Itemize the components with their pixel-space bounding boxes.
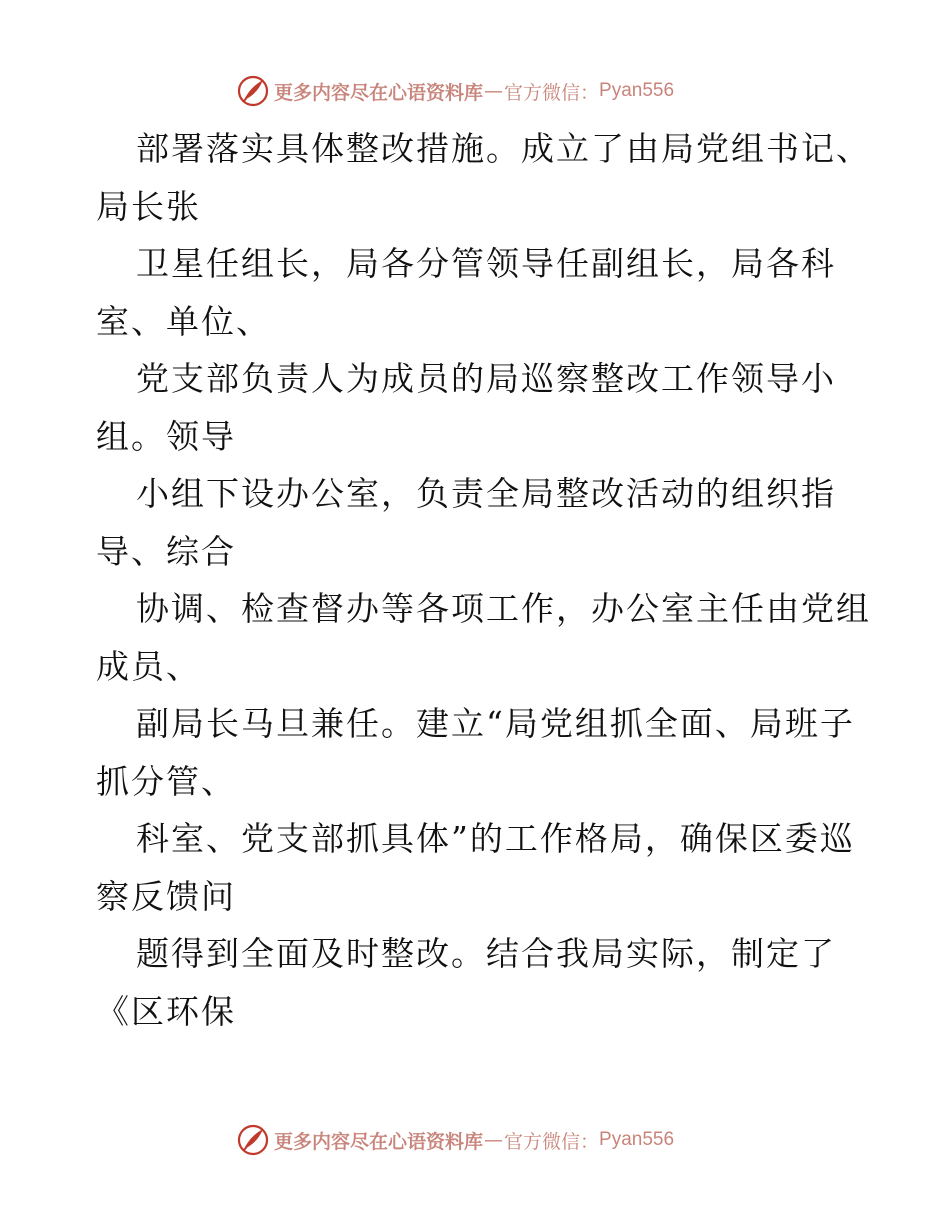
header-watermark: [236, 74, 674, 108]
watermark-contact-label: 官方微信：: [504, 81, 600, 104]
watermark-contact-id: Pyan556: [599, 1129, 675, 1150]
watermark-separator: —: [484, 80, 504, 102]
watermark-contact-label: 官方微信：: [504, 1130, 600, 1153]
body-line: 科室、党支部抓具体”的工作格局，确保区委巡: [136, 819, 855, 858]
body-line: 党支部负责人为成员的局巡察整改工作领导小: [136, 359, 836, 398]
body-line: 《区环保: [96, 991, 236, 1031]
body-line: 室、单位、: [96, 301, 271, 341]
body-line: 察反馈问: [96, 876, 236, 916]
document-body: [96, 120, 871, 1040]
watermark-contact-id: Pyan556: [599, 80, 675, 101]
body-line: 成员、: [96, 646, 201, 686]
body-line: 协调、检查督办等各项工作，办公室主任由党组: [136, 589, 871, 628]
body-line: 小组下设办公室，负责全局整改活动的组织指: [136, 474, 836, 513]
watermark-brand: 更多内容尽在心语资料库: [274, 81, 484, 104]
quill-pen-logo-icon: [236, 1123, 270, 1157]
body-line: 部署落实具体整改措施。成立了由局党组书记、: [136, 129, 871, 168]
body-line: 组。领导: [96, 416, 236, 456]
body-line: 卫星任组长，局各分管领导任副组长，局各科: [136, 244, 836, 283]
body-line: 导、综合: [96, 531, 236, 571]
body-line: 抓分管、: [96, 761, 236, 801]
body-line: 局长张: [96, 186, 201, 226]
body-line: 题得到全面及时整改。结合我局实际，制定了: [136, 934, 836, 973]
watermark-brand: 更多内容尽在心语资料库: [274, 1130, 484, 1153]
quill-pen-logo-icon: [236, 74, 270, 108]
footer-watermark: [236, 1123, 674, 1157]
watermark-separator: —: [484, 1129, 504, 1151]
body-line: 副局长马旦兼任。建立“局党组抓全面、局班子: [136, 704, 855, 743]
